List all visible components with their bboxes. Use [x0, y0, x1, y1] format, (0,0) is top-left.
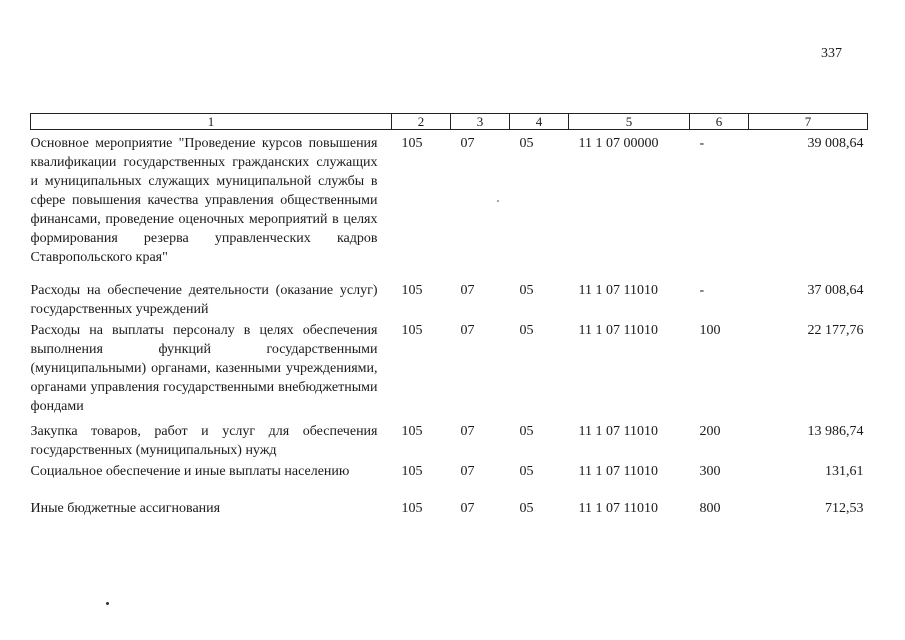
column-header-1: 1 — [31, 114, 392, 130]
row-code-3: 07 — [460, 283, 475, 298]
row-code-4: 05 — [519, 464, 534, 479]
row-code-6: 100 — [699, 323, 721, 338]
row-code-6: 300 — [699, 464, 721, 479]
row-code-3: 07 — [460, 136, 475, 151]
row-code-5: 11 1 07 11010 — [578, 464, 658, 479]
row-code-2: 105 — [401, 283, 423, 298]
row-code-5: 11 1 07 11010 — [578, 283, 658, 298]
row-amount: 13 986,74 — [807, 424, 864, 439]
row-code-2: 105 — [401, 501, 423, 516]
row-code-2: 105 — [401, 323, 423, 338]
column-header-2: 2 — [392, 114, 451, 130]
row-code-5: 11 1 07 11010 — [578, 323, 658, 338]
scan-speck — [106, 602, 109, 605]
table-header — [31, 114, 868, 130]
row-code-3: 07 — [460, 464, 475, 479]
table-row — [31, 281, 868, 321]
page-number: 337 — [821, 46, 842, 61]
row-code-3: 07 — [460, 323, 475, 338]
scan-speck — [497, 200, 499, 202]
table-body — [31, 130, 868, 519]
table-row — [31, 422, 868, 462]
column-header-7: 7 — [749, 114, 868, 130]
column-header-4: 4 — [510, 114, 569, 130]
row-code-4: 05 — [519, 501, 534, 516]
row-name: Иные бюджетные ассигнования — [30, 501, 221, 516]
row-code-4: 05 — [519, 136, 534, 151]
table-row — [31, 462, 868, 499]
row-code-3: 07 — [460, 424, 475, 439]
row-code-5: 11 1 07 11010 — [578, 424, 658, 439]
table-row — [31, 499, 868, 518]
column-header-5: 5 — [569, 114, 690, 130]
row-name: Расходы на обеспечение деятельности (оказание услуг) государственных учреждений — [30, 283, 378, 317]
row-code-4: 05 — [519, 424, 534, 439]
row-code-2: 105 — [401, 464, 423, 479]
row-code-6: - — [699, 283, 705, 298]
row-code-3: 07 — [460, 501, 475, 516]
row-code-5: 11 1 07 11010 — [578, 501, 658, 516]
column-header-3: 3 — [451, 114, 510, 130]
row-amount: 39 008,64 — [807, 136, 864, 151]
header-row — [31, 114, 868, 130]
row-code-2: 105 — [401, 136, 423, 151]
row-code-6: 800 — [699, 501, 721, 516]
row-code-6: 200 — [699, 424, 721, 439]
row-amount: 37 008,64 — [807, 283, 864, 298]
row-amount: 131,61 — [825, 464, 864, 479]
table-row — [31, 321, 868, 422]
row-code-4: 05 — [519, 323, 534, 338]
column-header-6: 6 — [690, 114, 749, 130]
row-name: Социальное обеспечение и иные выплаты населению — [30, 464, 350, 479]
row-name: Расходы на выплаты персоналу в целях обеспечения выполнения функций государственными (муниципальными) органами, казенными учреждениями, органами управления государственными внебюджетными фондами — [30, 323, 378, 414]
row-name: Закупка товаров, работ и услуг для обеспечения государственных (муниципальных) нужд — [30, 424, 378, 458]
row-amount: 22 177,76 — [807, 323, 864, 338]
row-amount: 712,53 — [825, 501, 864, 516]
row-code-5: 11 1 07 00000 — [578, 136, 659, 151]
row-code-6: - — [699, 136, 705, 151]
table-row — [31, 130, 868, 282]
row-code-4: 05 — [519, 283, 534, 298]
budget-table — [30, 113, 868, 518]
row-name: Основное мероприятие "Проведение курсов повышения квалификации государственных гражданских служащих и муниципальных служащих муниципальной службы в сфере повышения качества управления общественными финансами, проведение оценочных мероприятий в целях формирования резерва управленческих кадров Ставропольского края" — [30, 136, 378, 265]
row-code-2: 105 — [401, 424, 423, 439]
